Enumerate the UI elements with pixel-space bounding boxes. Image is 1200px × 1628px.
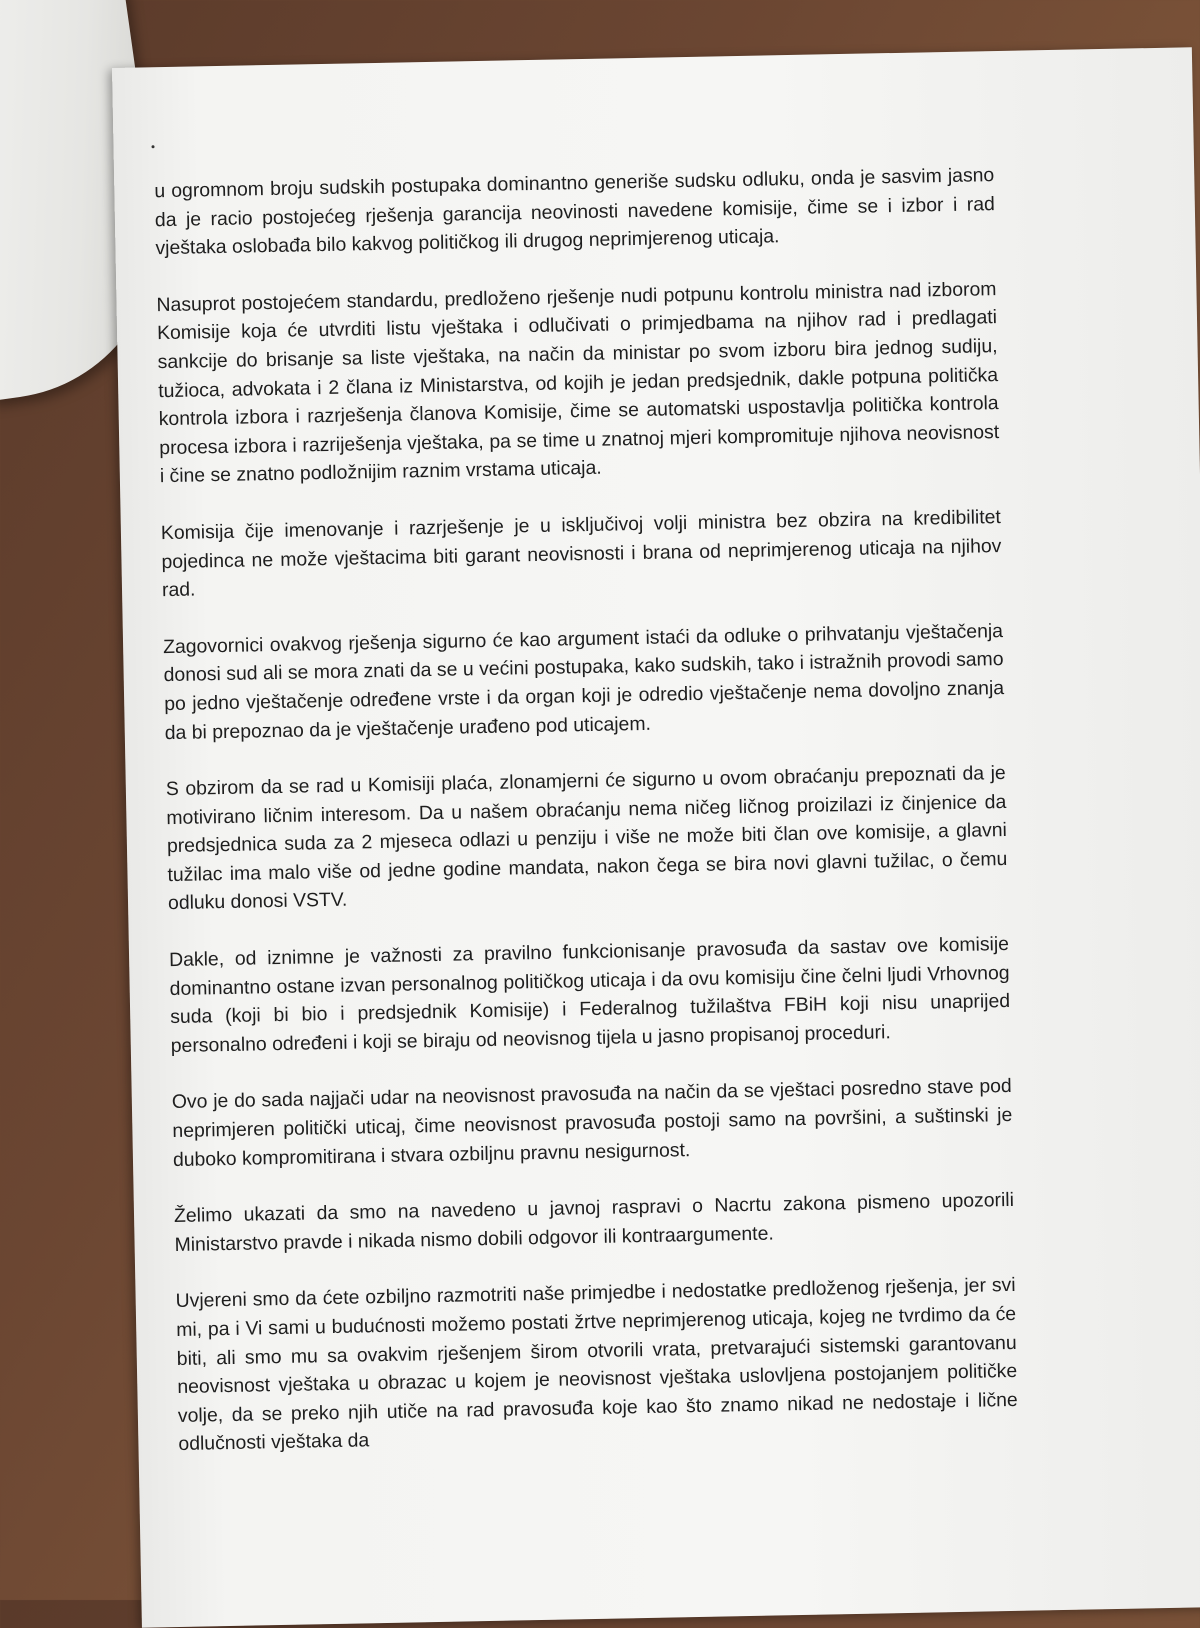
- paragraph-1: u ogromnom broju sudskih postupaka dominantno generiše sudsku odluku, onda je sasvim jasno da je racio postojećeg rješenja garancija neovinosti navedene komisije, čime se i izbor i rad vještaka oslobađa bilo kakvog političkog ili drugog neprimjerenog uticaja.: [154, 164, 995, 260]
- document-page: [112, 47, 1200, 1627]
- document-body: [154, 161, 1019, 1487]
- paragraph-4: Zagovornici ovakvog rješenja sigurno će kao argument istaći da odluke o prihvatanju vještačenja donosi sud ali se mora znati da se u većini postupaka, kako sudskih, tako i istražnih provodi samo po jedno vještačenje određene vrste i da organ koji je odredio vještačenje nema dovoljno znanja da bi prepoznao da je vještačenje urađeno pod uticajem.: [162, 619, 1005, 744]
- paragraph-7: Ovo je do sada najjači udar na neovisnost pravosuđa na način da se vještaci posredno stave pod neprimjeren politički uticaj, čime neovisnost pravosuđa postoji samo na površini, a suštinski je duboko kompromitirana i stvara ozbiljnu pravnu nesigurnost.: [171, 1075, 1013, 1171]
- paragraph-8: Želimo ukazati da smo na navedeno u javnoj raspravi o Nacrtu zakona pismeno upozorili Ministarstvo pravde i nikada nismo dobili odgovor ili kontraargumente.: [173, 1189, 1015, 1256]
- paragraph-2: Nasuprot postojećem standardu, predloženo rješenje nudi potpunu kontrolu ministra nad izborom Komisije koja će utvrditi listu vještaka i odlučivati o primjedbama na njihov rad i predlagati sankcije do brisanje sa liste vještaka, na način da ministar po svom izboru bira jednog sudiju, tužioca, advokata i 2 člana iz Ministarstva, od kojih je jedan predsjednik, dakle potpuna politička kontrola izbora i razrješenja članova Komisije, čime se automatski uspostavlja politička kontrola procesa izbora i razriješenja vještaka, pa se time u znatnoj mjeri kompromituje njihova neovisnost i čine se znatno podložnijim raznim vrstama uticaja.: [156, 277, 1000, 488]
- paragraph-3: Komisija čije imenovanje i razrješenje je u isključivoj volji ministra bez obzira na kredibilitet pojedinca ne može vještacima biti garant neovisnosti i brana od neprimjerenog uticaja na njihov rad.: [160, 505, 1002, 602]
- paragraph-9: Uvjereni smo da ćete ozbiljno razmotriti naše primjedbe i nedostatke predloženog rješenja, jer svi mi, pa i Vi sami u budućnosti možemo postati žrtve neprimjerenog uticaja, kojeg ne tvrdimo da će biti, ali smo mu sa ovakvim rješenjem širom otvorili vrata, pretvarajući sistemski garantovanu neovisnost vještaka u obrazac u kojem je neovisnost vještaka uslovljena postojanjem političke volje, da se preko njih utiče na rad pravosuđa koje kao što znamo nikad ne nedostaje i lične odlučnosti vještaka da: [175, 1274, 1018, 1456]
- paragraph-5: S obzirom da se rad u Komisiji plaća, zlonamjerni će sigurno u ovom obraćanju prepoznati da je motivirano ličnim interesom. Da u našem obraćanju nema ničeg ličnog proizilazi iz činjenice da predsjednica suda za 2 mjeseca odlazi u penziju i više ne može biti član ove komisije, a glavni tužilac ima malo više od jedne godine mandata, nakon čega se bira novi glavni tužilac, o čemu odluku donosi VSTV.: [165, 762, 1008, 915]
- paragraph-6: Dakle, od iznimne je važnosti za pravilno funkcionisanje pravosuđa da sastav ove komisije dominantno ostane izvan personalnog političkog uticaja i da ovu komisiju čine čelni ljudi Vrhovnog suda (koji bi bio i predsjednik Komisije) i Federalnog tužilaštva FBiH koji nisu unaprijed personalno određeni i koji se biraju od neovisnog tijela u jasno propisanoj proceduri.: [168, 933, 1011, 1057]
- page-mark: [151, 145, 154, 148]
